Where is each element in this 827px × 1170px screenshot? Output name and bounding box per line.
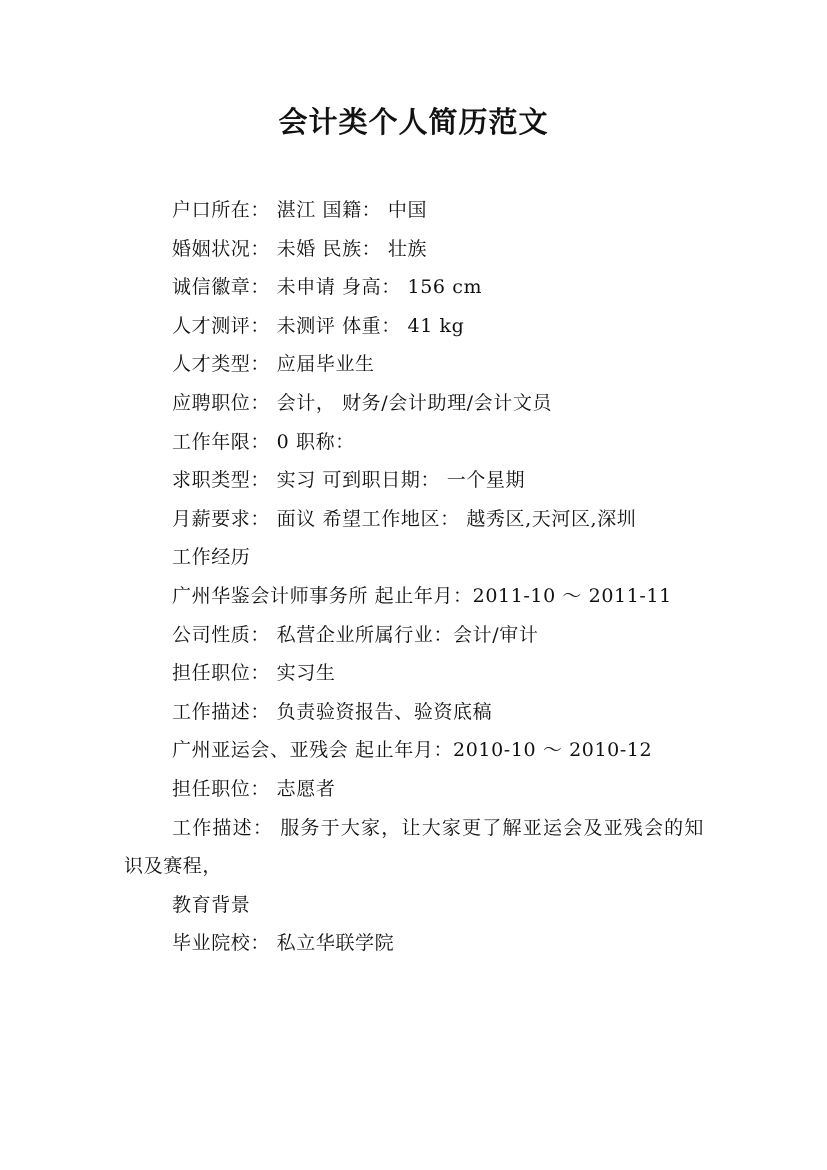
line-hukou: 户口所在： 湛江 国籍： 中国 bbox=[172, 199, 428, 221]
line-graduate-school: 毕业院校： 私立华联学院 bbox=[172, 932, 395, 955]
line-job-type: 求职类型： 实习 可到职日期： 一个星期 bbox=[172, 469, 526, 492]
section-heading-work-experience: 工作经历 bbox=[172, 546, 251, 569]
line-talent-type: 人才类型： 应届毕业生 bbox=[172, 353, 375, 376]
line-position-volunteer: 担任职位： 志愿者 bbox=[172, 777, 336, 800]
line-company-two: 广州亚运会、亚残会 起止年月：2010-10 ～ 2010-12 bbox=[172, 739, 653, 762]
line-job-description-two: 工作描述： 服务于大家，让大家更了解亚运会及亚残会的知识及赛程， bbox=[124, 816, 704, 878]
document-body bbox=[124, 191, 704, 963]
section-heading-education: 教育背景 bbox=[172, 893, 251, 916]
line-work-years: 工作年限： 0 职称： bbox=[172, 430, 355, 453]
line-company-one: 广州华鉴会计师事务所 起止年月：2011-10 ～ 2011-11 bbox=[172, 584, 672, 607]
line-applied-position: 应聘职位： 会计， 财务/会计助理/会计文员 bbox=[172, 391, 553, 414]
line-salary-requirement: 月薪要求： 面议 希望工作地区： 越秀区,天河区,深圳 bbox=[172, 507, 637, 530]
line-talent-assessment: 人才测评： 未测评 体重： 41 kg bbox=[172, 314, 465, 337]
document-title: 会计类个人简历范文 bbox=[278, 105, 549, 139]
line-integrity-badge: 诚信徽章： 未申请 身高： 156 cm bbox=[172, 276, 483, 299]
line-job-description-one: 工作描述： 负责验资报告、验资底稿 bbox=[172, 700, 493, 723]
line-position-intern: 担任职位： 实习生 bbox=[172, 662, 336, 685]
line-marital-status: 婚姻状况： 未婚 民族： 壮族 bbox=[172, 237, 428, 260]
line-company-nature: 公司性质： 私营企业所属行业：会计/审计 bbox=[172, 623, 539, 646]
